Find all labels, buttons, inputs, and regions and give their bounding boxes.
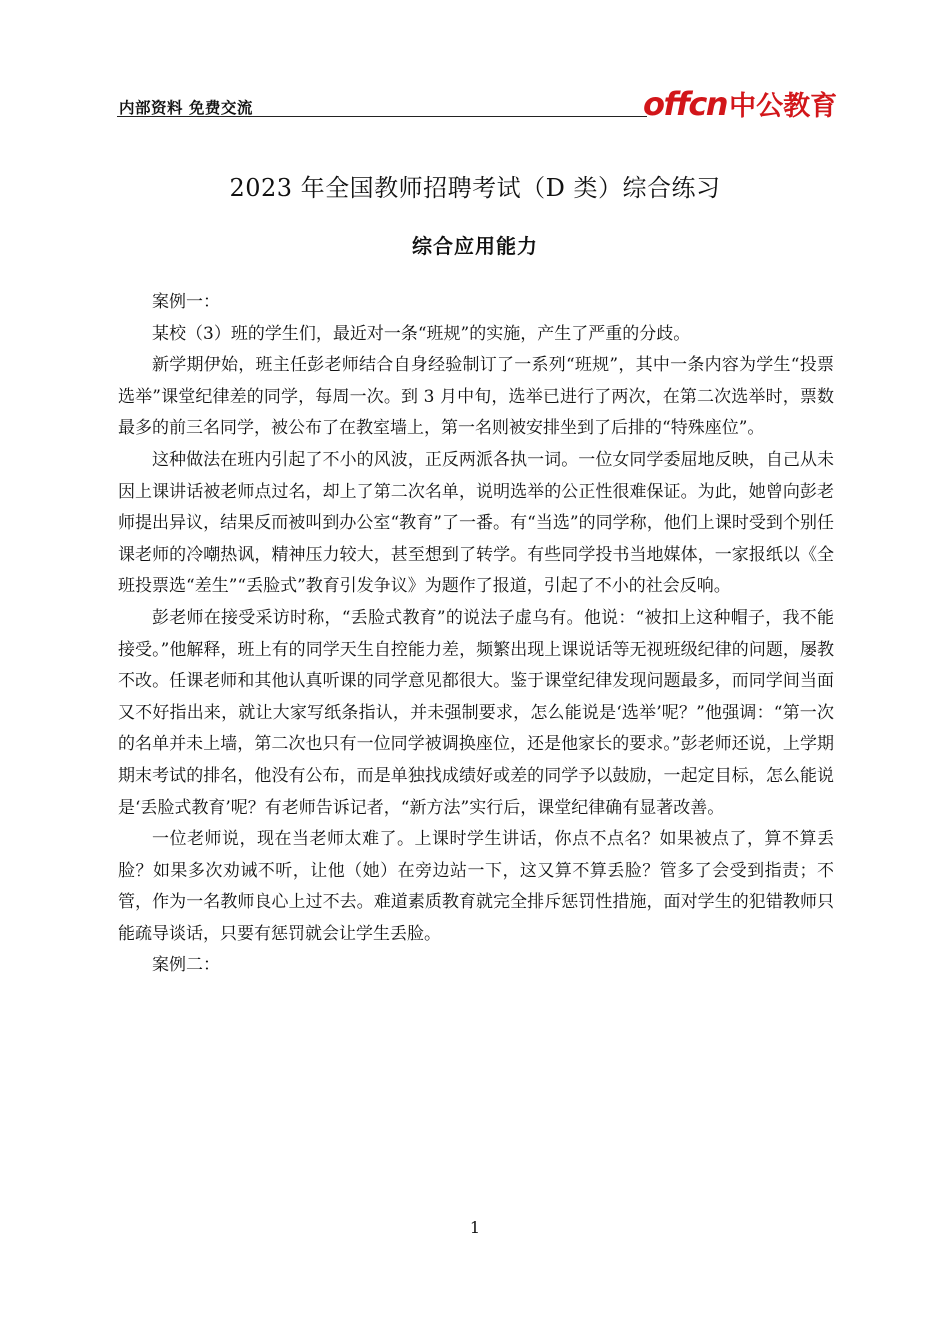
paragraph: 一位老师说，现在当老师太难了。上课时学生讲话，你点不点名？如果被点了，算不算丢脸？如果多次劝诫不听，让他（她）在旁边站一下，这又算不算丢脸？管多了会受到指责；不管，作为一名教师良心上过不去。难道素质教育就完全排斥惩罚性措施，面对学生的犯错教师只能疏导谈话，只要有惩罚就会让学生丢脸。 [118,829,834,944]
logo-english-text: offcn [643,85,728,123]
header-divider [117,116,647,117]
paragraph: 新学期伊始，班主任彭老师结合自身经验制订了一系列“班规”，其中一条内容为学生“投票选举”课堂纪律差的同学，每周一次。到 3 月中旬，选举已进行了两次，在第二次选举时，票数最多的前三名同学，被公布了在教室墙上，第一名则被安排坐到了后排的“特殊座位”。 [118,355,834,439]
paragraph: 这种做法在班内引起了不小的风波，正反两派各执一词。一位女同学委屈地反映，自己从未因上课讲话被老师点过名，却上了第二次名单，说明选举的公正性很难保证。为此，她曾向彭老师提出异议，结果反而被叫到办公室“教育”了一番。有“当选”的同学称，他们上课时受到个别任课老师的冷嘲热讽，精神压力较大，甚至想到了转学。有些同学投书当地媒体，一家报纸以《全班投票选“差生”“丢脸式”教育引发争议》为题作了报道，引起了不小的社会反响。 [118,449,834,597]
offcn-logo [643,80,838,123]
case-two-heading: 案例二： [152,955,220,976]
paragraph: 彭老师在接受采访时称，“丢脸式教育”的说法子虚乌有。他说：“被扣上这种帽子，我不能接受。”他解释，班上有的同学天生自控能力差，频繁出现上课说话等无视班级纪律的问题，屡教不改。任课老师和其他认真听课的同学意见都很大。鉴于课堂纪律发现问题最多，而同学间当面又不好指出来，就让大家写纸条指认，并未强制要求，怎么能说是‘选举’呢？”他强调：“第一次的名单并未上墙，第二次也只有一位同学被调换座位，还是他家长的要求。”彭老师还说，上学期期末考试的排名，他没有公布，而是单独找成绩好或差的同学予以鼓励，一起定目标，怎么能说是‘丢脸式教育’呢？有老师告诉记者，“新方法”实行后，课堂纪律确有显著改善。 [118,607,834,818]
document-body [118,287,834,982]
document-subtitle: 综合应用能力 [412,234,538,258]
paragraph: 某校（3）班的学生们，最近对一条“班规”的实施，产生了严重的分歧。 [152,323,691,344]
logo-chinese-text: 中公教育 [729,91,838,122]
case-one-heading: 案例一： [152,292,220,312]
header-label: 内部资料 免费交流 [119,99,253,117]
document-title: 2023 年全国教师招聘考试（D 类）综合练习 [229,174,721,202]
page-number: 1 [469,1218,481,1237]
